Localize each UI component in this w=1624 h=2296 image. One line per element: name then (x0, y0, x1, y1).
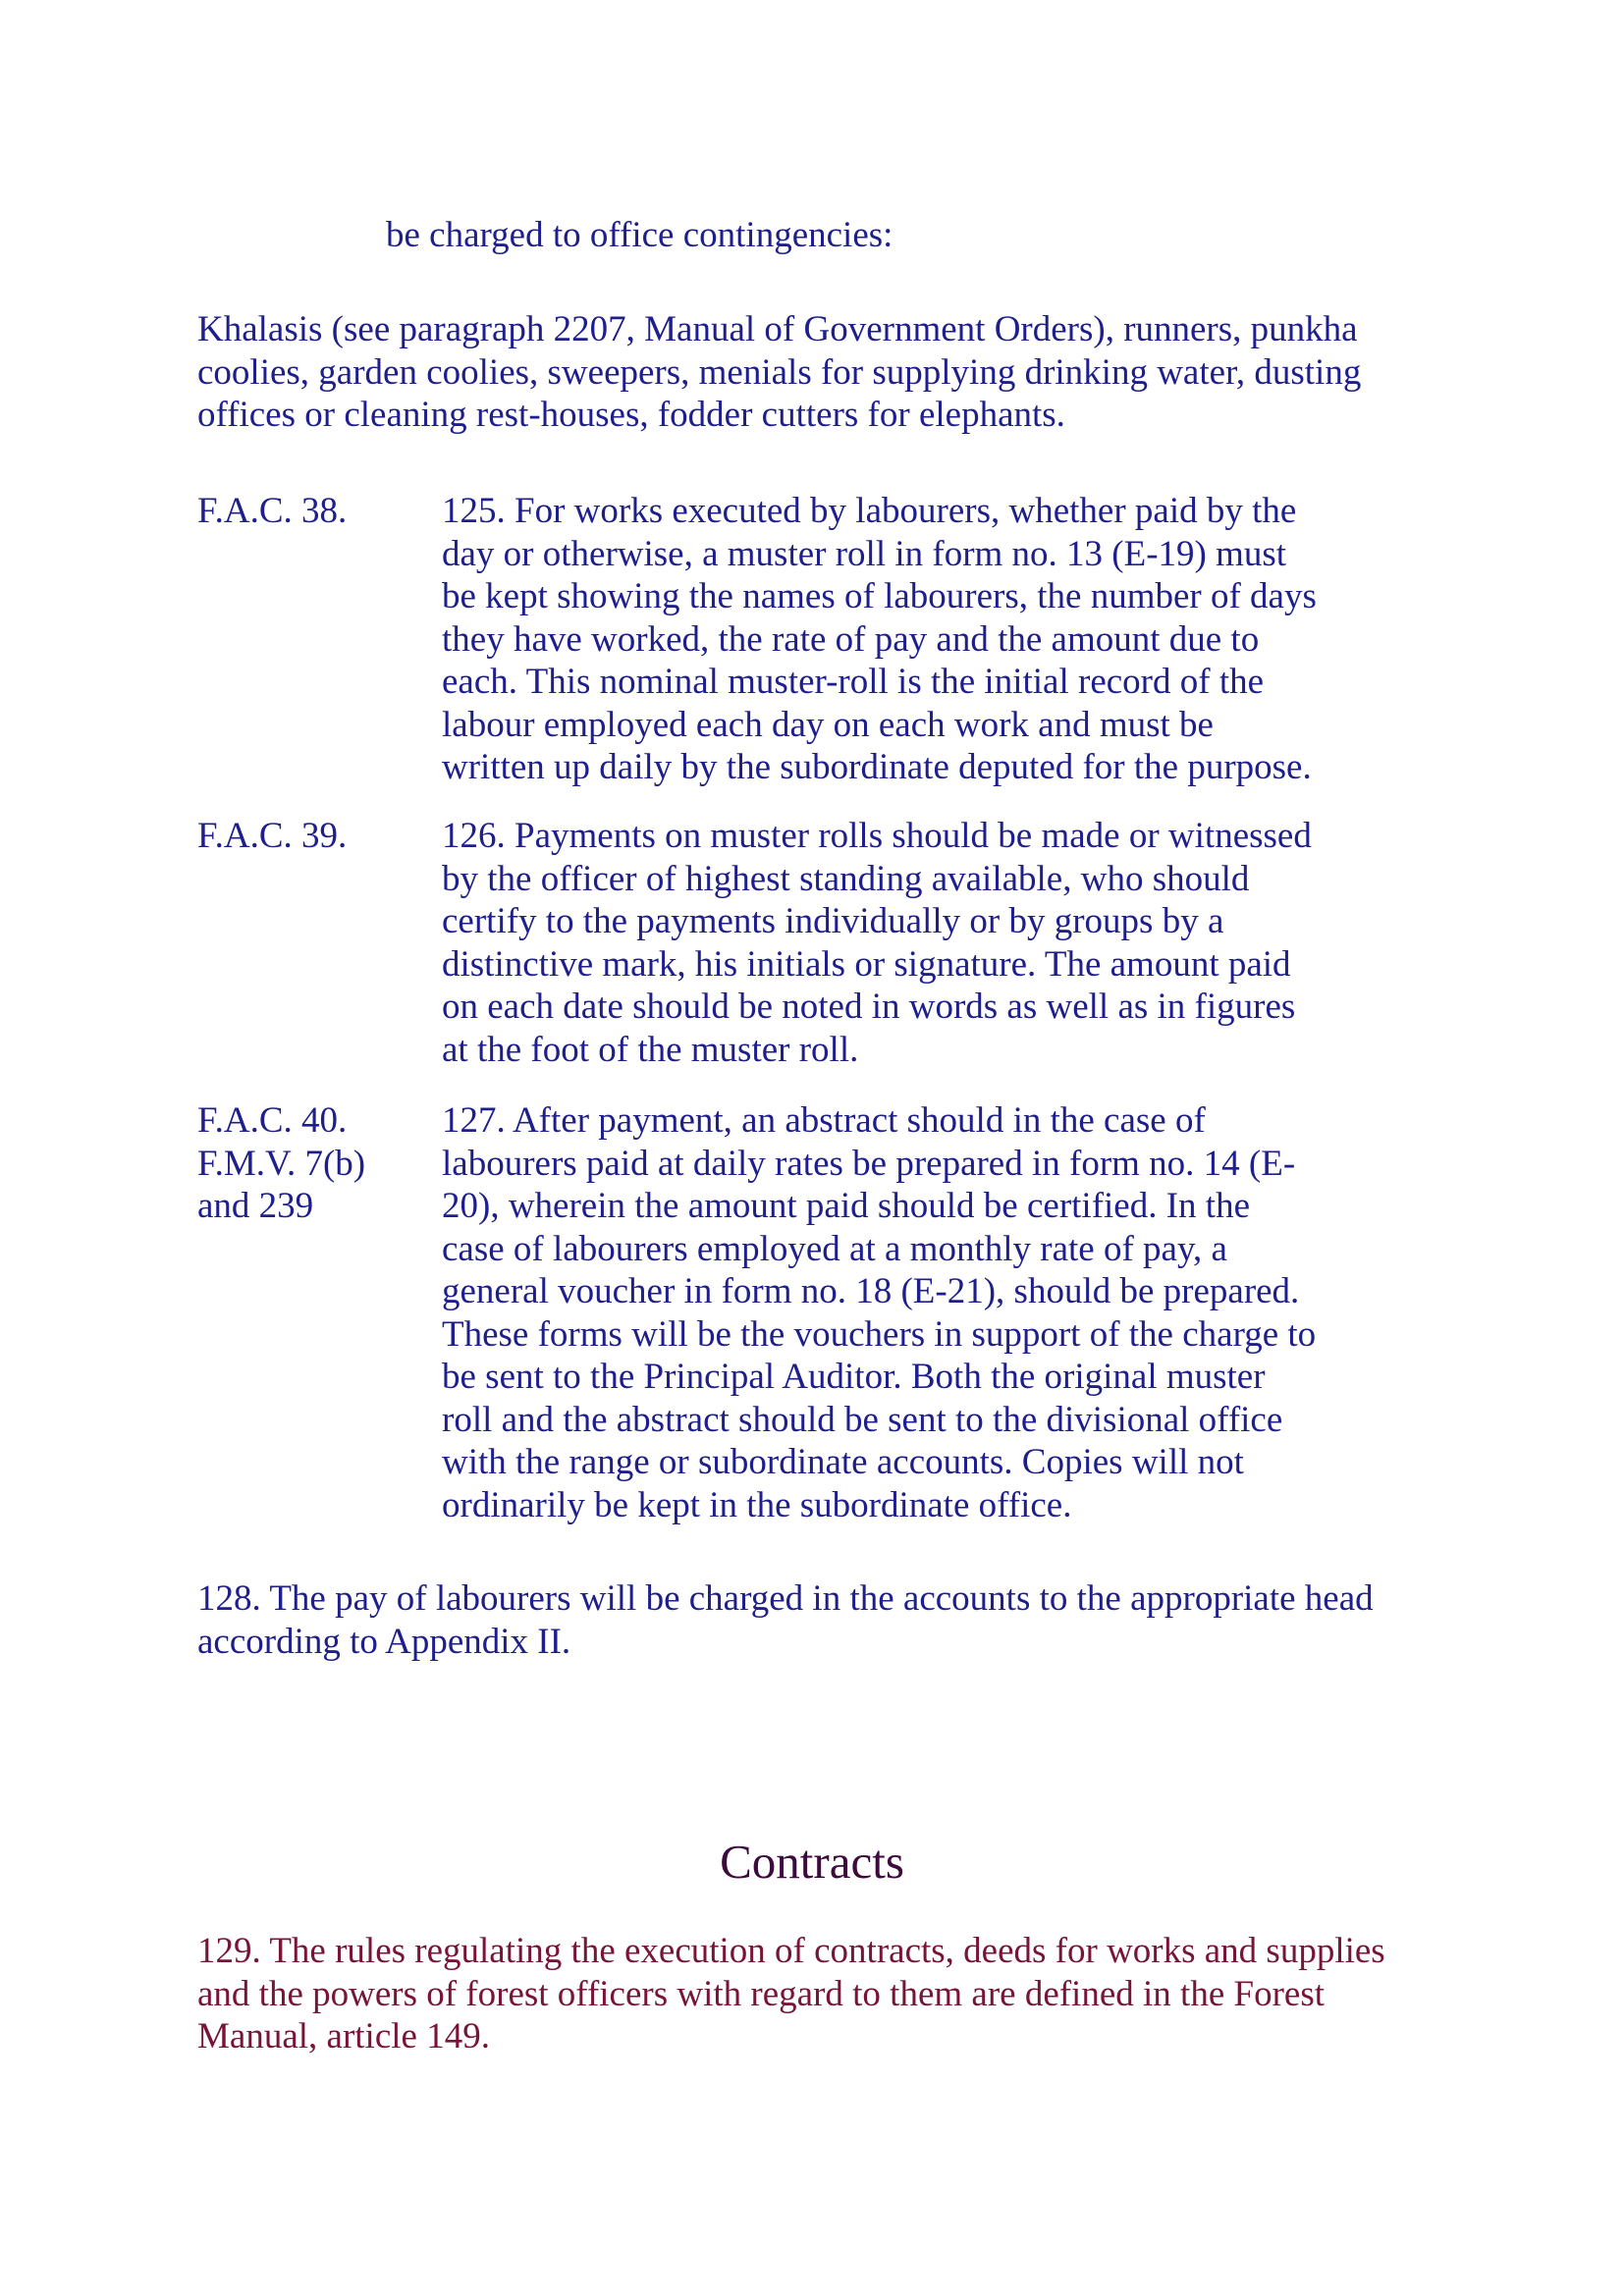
continuation-line: be charged to office contingencies: (386, 215, 893, 255)
section-line: be kept showing the names of labourers, the number of days (442, 576, 1317, 616)
margin-reference-line: F.A.C. 38. (197, 491, 348, 531)
section-line: labourers paid at daily rates be prepared in form no. 14 (E- (442, 1143, 1296, 1184)
section-line: distinctive mark, his initials or signature. The amount paid (442, 943, 1291, 985)
margin-reference-line: F.A.C. 40. (197, 1100, 348, 1141)
paragraph-line: Khalasis (see paragraph 2207, Manual of Government Orders), runners, punkha (197, 309, 1358, 349)
section-line: with the range or subordinate accounts. Copies will not (442, 1442, 1244, 1482)
margin-reference (197, 490, 347, 533)
section-body (442, 815, 1312, 1071)
paragraph-line: 128. The pay of labourers will be charged in the accounts to the appropriate head (197, 1578, 1374, 1619)
section-line: written up daily by the subordinate deputed for the purpose. (442, 747, 1312, 787)
paragraph-line: offices or cleaning rest-houses, fodder cutters for elephants. (197, 395, 1065, 435)
section-body (442, 490, 1317, 789)
margin-reference-line: F.A.C. 39. (197, 816, 348, 856)
section-line: day or otherwise, a muster roll in form no. 13 (E-19) must (442, 533, 1287, 574)
section-line: they have worked, the rate of pay and the amount due to (442, 618, 1260, 660)
paragraph-line: Manual, article 149. (197, 2016, 490, 2056)
paragraph-line: 129. The rules regulating the execution of contracts, deeds for works and supplies (197, 1931, 1385, 1971)
margin-reference-line: and 239 (197, 1186, 314, 1226)
section-line: certify to the payments individually or by groups by a (442, 901, 1224, 941)
section-line: on each date should be noted in words as well as in figures (442, 987, 1296, 1027)
margin-reference (197, 815, 347, 858)
paragraph-line: according to Appendix II. (197, 1621, 571, 1662)
margin-reference-line: F.M.V. 7(b) (197, 1143, 366, 1184)
section-heading-contracts: Contracts (720, 1835, 904, 1889)
section-line: roll and the abstract should be sent to the divisional office (442, 1399, 1283, 1440)
section-line: general voucher in form no. 18 (E-21), should be prepared. (442, 1271, 1300, 1311)
section-line: 126. Payments on muster rolls should be made or witnessed (442, 816, 1312, 856)
section-line: 127. After payment, an abstract should in the case of (442, 1100, 1206, 1141)
section-line: These forms will be the vouchers in support of the charge to (442, 1313, 1317, 1355)
paragraph-line: coolies, garden coolies, sweepers, menials for supplying drinking water, dusting (197, 351, 1362, 393)
paragraph-line: and the powers of forest officers with regard to them are defined in the Forest (197, 1973, 1325, 2014)
khalasis-paragraph (197, 308, 1361, 437)
section-body (442, 1099, 1316, 1526)
margin-reference (197, 1099, 365, 1228)
section-line: be sent to the Principal Auditor. Both the original muster (442, 1357, 1266, 1397)
paragraph-128 (197, 1577, 1374, 1663)
section-line: 20), wherein the amount paid should be certified. In the (442, 1186, 1250, 1226)
section-line: 125. For works executed by labourers, whether paid by the (442, 491, 1297, 531)
paragraph-129 (197, 1930, 1385, 2058)
section-line: each. This nominal muster-roll is the initial record of the (442, 662, 1265, 702)
section-line: by the officer of highest standing available, who should (442, 858, 1250, 899)
section-line: labour employed each day on each work and must be (442, 704, 1214, 745)
section-line: case of labourers employed at a monthly rate of pay, a (442, 1228, 1227, 1269)
section-line: at the foot of the muster roll. (442, 1029, 859, 1070)
section-line: ordinarily be kept in the subordinate office. (442, 1484, 1072, 1525)
